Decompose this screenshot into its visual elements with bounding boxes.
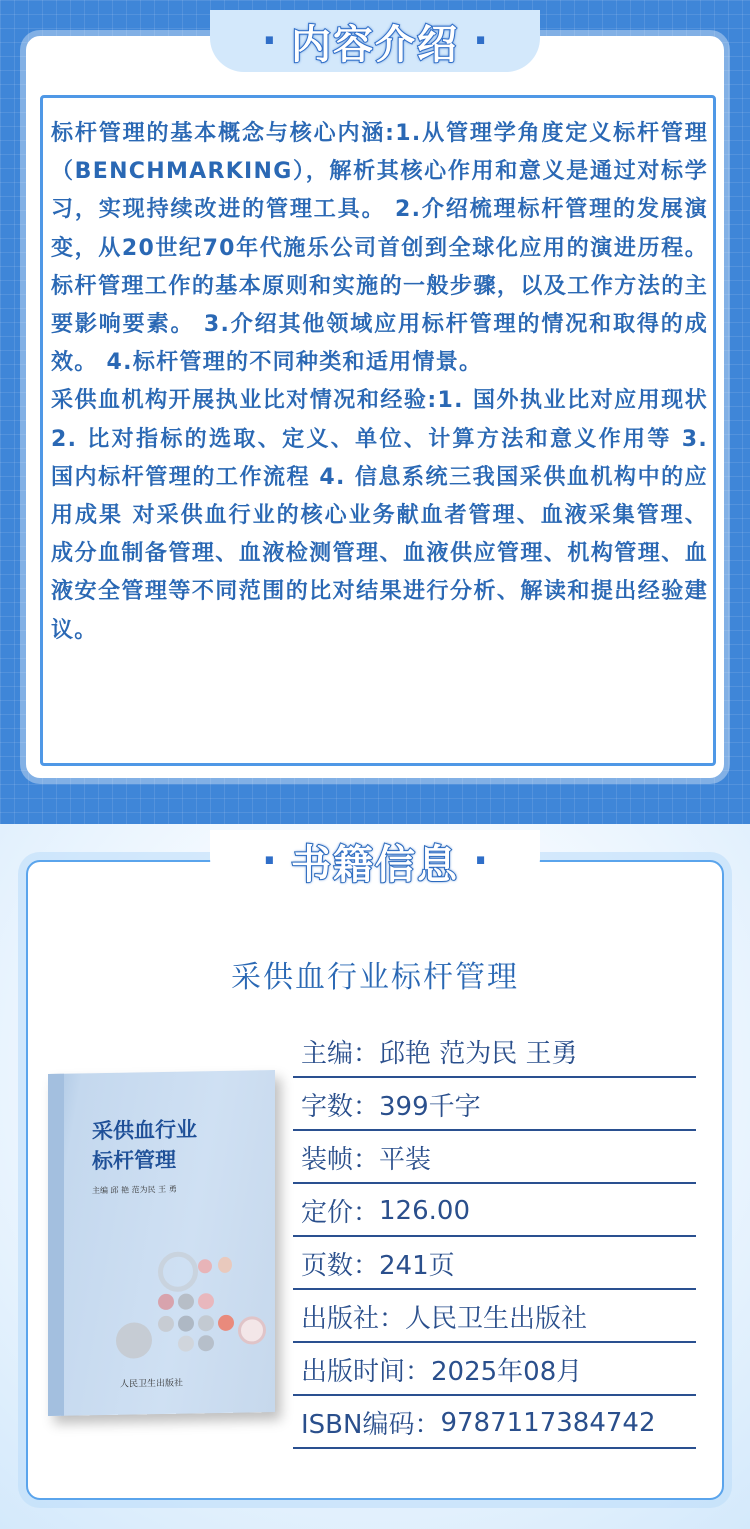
info-value: 399千字 (379, 1092, 481, 1122)
cover-title-line1: 采供血行业 (92, 1116, 197, 1144)
intro-paragraph: 采供血机构开展执业比对情况和经验:1. 国外执业比对应用现状 2. 比对指标的选取、定义、单位、计算方法和意义作用等 3. 国内标杆管理的工作流程 4. 信息系统三我国采供血机构中的应用成果 对采供血行业的核心业务献血者管理、血液采集管理、成分血制备管理、血液检测管理、血液供应管理、机构管理、血液安全管理等不同范围的比对结果进行分析、解读和提出经验建议。 (51, 388, 708, 643)
info-label: 页数： (301, 1251, 380, 1281)
intro-paragraph: 标杆管理的基本概念与核心内涵:1.从管理学角度定义标杆管理（BENCHMARKING），解析其核心作用和意义是通过对标学习，实现持续改进的管理工具。 2.介绍梳理标杆管理的发展演变，从20世纪70年代施乐公司首创到全球化应用的演进历程。标杆管理工作的基本原则和实施的一般步骤，以及工作方法的主要影响要素。 3.介绍其他领域应用标杆管理的情况和取得的成效。 4.标杆管理的不同种类和适用情景。 (51, 121, 708, 376)
decorative-circle (198, 1259, 212, 1273)
decorative-circle (198, 1315, 214, 1331)
decorative-circle (218, 1257, 232, 1273)
info-label: 出版时间： (301, 1357, 432, 1387)
heading-dot: · (261, 18, 277, 64)
heading-dot: · (473, 18, 489, 64)
intro-heading-tab (210, 10, 540, 72)
book-title: 采供血行业标杆管理 (231, 960, 519, 995)
decorative-circle (178, 1293, 194, 1309)
info-label: 字数： (301, 1092, 380, 1122)
info-label: 主编： (301, 1038, 380, 1069)
info-value: 人民卫生出版社 (405, 1304, 588, 1334)
book-info-section (0, 824, 750, 1529)
book-spine (48, 1074, 64, 1416)
info-value: 2025年08月 (431, 1357, 583, 1387)
info-value: 241页 (379, 1251, 455, 1281)
info-row-publisher (293, 1292, 696, 1343)
info-label: 出版社： (301, 1304, 406, 1334)
decorative-circle (158, 1316, 174, 1332)
book-info-table (293, 1026, 696, 1451)
decorative-circle (116, 1322, 152, 1359)
cover-publisher: 人民卫生出版社 (120, 1378, 184, 1390)
info-row-word-count (293, 1080, 696, 1131)
intro-text (51, 115, 708, 650)
book-cover-image (48, 1070, 275, 1416)
decorative-circle (198, 1335, 214, 1351)
decorative-circle (178, 1335, 194, 1351)
decorative-circle (158, 1251, 198, 1292)
info-label: 定价： (301, 1198, 380, 1228)
info-row-pages (293, 1239, 696, 1290)
info-value: 平装 (379, 1145, 432, 1175)
info-value: 9787117384742 (440, 1407, 656, 1438)
info-label: 装帧： (301, 1145, 380, 1175)
info-value: 邱艳 范为民 王勇 (379, 1038, 578, 1069)
decorative-circle (218, 1315, 234, 1331)
decorative-circle (198, 1293, 214, 1309)
cover-title-line2: 标杆管理 (92, 1146, 176, 1174)
heading-dot: · (473, 838, 489, 884)
info-row-binding (293, 1133, 696, 1184)
heading-dot: · (261, 838, 277, 884)
info-heading-tab (210, 830, 540, 892)
info-value: 126.00 (379, 1195, 470, 1226)
decorative-circle (158, 1294, 174, 1310)
info-row-isbn (293, 1398, 696, 1449)
decorative-circle (238, 1316, 266, 1344)
info-label: ISBN编码： (301, 1410, 441, 1440)
cover-editors: 主编 邱 艳 范为民 王 勇 (92, 1184, 177, 1196)
info-row-price (293, 1186, 696, 1237)
decorative-circle (178, 1315, 194, 1331)
intro-heading: 内容介绍 (291, 21, 459, 68)
info-heading: 书籍信息 (291, 841, 459, 888)
info-row-publish-date (293, 1345, 696, 1396)
info-row-editor (293, 1026, 696, 1078)
